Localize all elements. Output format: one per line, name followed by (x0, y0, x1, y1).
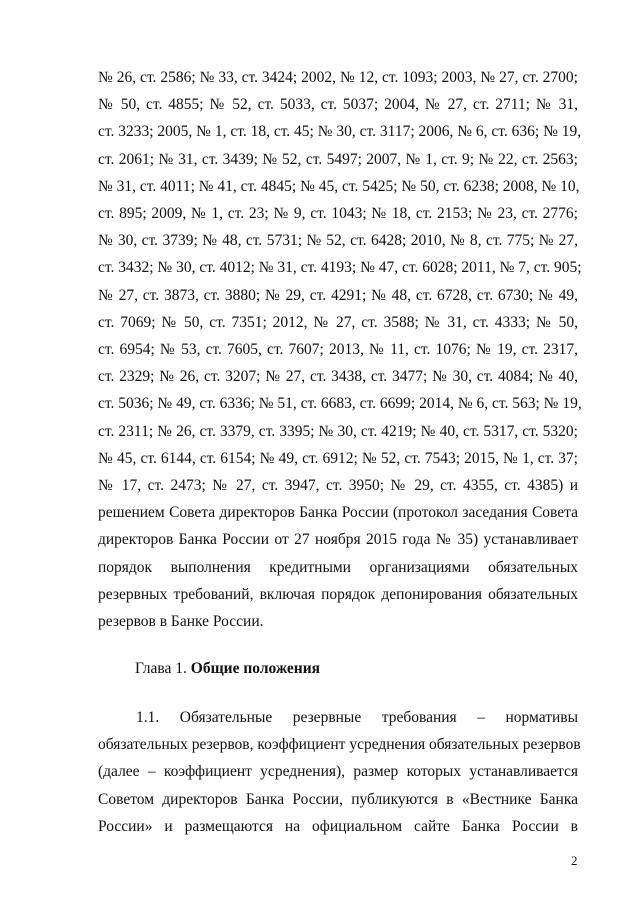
text-line: № 31, ст. 4011; № 41, ст. 4845; № 45, ст. 5425; № 50, ст. 6238; 2008, № 10, (98, 177, 580, 195)
text-line: порядок выполнения кредитными организациями обязательных (98, 558, 578, 576)
text-line: ст. 2061; № 31, ст. 3439; № 52, ст. 5497; 2007, № 1, ст. 9; № 22, ст. 2563; (98, 150, 578, 168)
chapter-title: Общие положения (190, 660, 321, 677)
text-line: № 27, ст. 3873, ст. 3880; № 29, ст. 4291; № 48, ст. 6728, ст. 6730; № 49, (98, 286, 578, 304)
text-line: резервных требований, включая порядок депонирования обязательных (98, 585, 578, 603)
text-line: Советом директоров Банка России, публикуются в «Вестнике Банка (98, 790, 578, 808)
chapter-number: Глава 1. (135, 660, 187, 677)
paragraph-1-1 (98, 704, 581, 840)
text-line: (далее – коэффициент усреднения), размер которых устанавливается (98, 763, 578, 781)
text-line: ст. 5036; № 49, ст. 6336; № 51, ст. 6683, ст. 6699; 2014, № 6, ст. 563; № 19, (98, 395, 582, 413)
text-line: ст. 7069; № 50, ст. 7351; 2012, № 27, ст. 3588; № 31, ст. 4333; № 50, (98, 313, 578, 331)
text-line: обязательных резервов, коэффициент усреднения обязательных резервов (98, 736, 581, 754)
text-line: № 26, ст. 2586; № 33, ст. 3424; 2002, № 12, ст. 1093; 2003, № 27, ст. 2700; (98, 69, 578, 86)
text-line: решением Совета директоров Банка России (протокол заседания Совета (98, 504, 578, 522)
chapter-heading (135, 655, 320, 682)
text-line: № 30, ст. 3739; № 48, ст. 5731; № 52, ст. 6428; 2010, № 8, ст. 775; № 27, (98, 232, 578, 250)
text-line: России» и размещаются на официальном сайте Банка России в (98, 817, 578, 835)
text-line: резервов в Банке России. (98, 613, 264, 631)
text-line: ст. 6954; № 53, ст. 7605, ст. 7607; 2013, № 11, ст. 1076; № 19, ст. 2317, (98, 341, 578, 359)
page-number: 2 (571, 853, 578, 868)
text-line: ст. 3432; № 30, ст. 4012; № 31, ст. 4193; № 47, ст. 6028; 2011, № 7, ст. 905; (98, 259, 582, 277)
text-line: ст. 2329; № 26, ст. 3207; № 27, ст. 3438, ст. 3477; № 30, ст. 4084; № 40, (98, 368, 578, 386)
text-line: № 50, ст. 4855; № 52, ст. 5033, ст. 5037; 2004, № 27, ст. 2711; № 31, (98, 96, 578, 114)
text-line: № 45, ст. 6144, ст. 6154; № 49, ст. 6912; № 52, ст. 7543; 2015, № 1, ст. 37; (98, 449, 578, 467)
text-line: 1.1. Обязательные резервные требования – нормативы (136, 709, 578, 726)
text-line: ст. 895; 2009, № 1, ст. 23; № 9, ст. 1043; № 18, ст. 2153; № 23, ст. 2776; (98, 205, 578, 223)
text-line: ст. 2311; № 26, ст. 3379, ст. 3395; № 30, ст. 4219; № 40, ст. 5317, ст. 5320; (98, 422, 578, 440)
paragraph-legal-citations (98, 64, 582, 635)
text-line: ст. 3233; 2005, № 1, ст. 18, ст. 45; № 30, ст. 3117; 2006, № 6, ст. 636; № 19, (98, 123, 582, 141)
text-line: директоров Банка России от 27 ноября 2015 года № 35) устанавливает (98, 531, 578, 549)
text-line: № 17, ст. 2473; № 27, ст. 3947, ст. 3950; № 29, ст. 4355, ст. 4385) и (98, 477, 578, 495)
